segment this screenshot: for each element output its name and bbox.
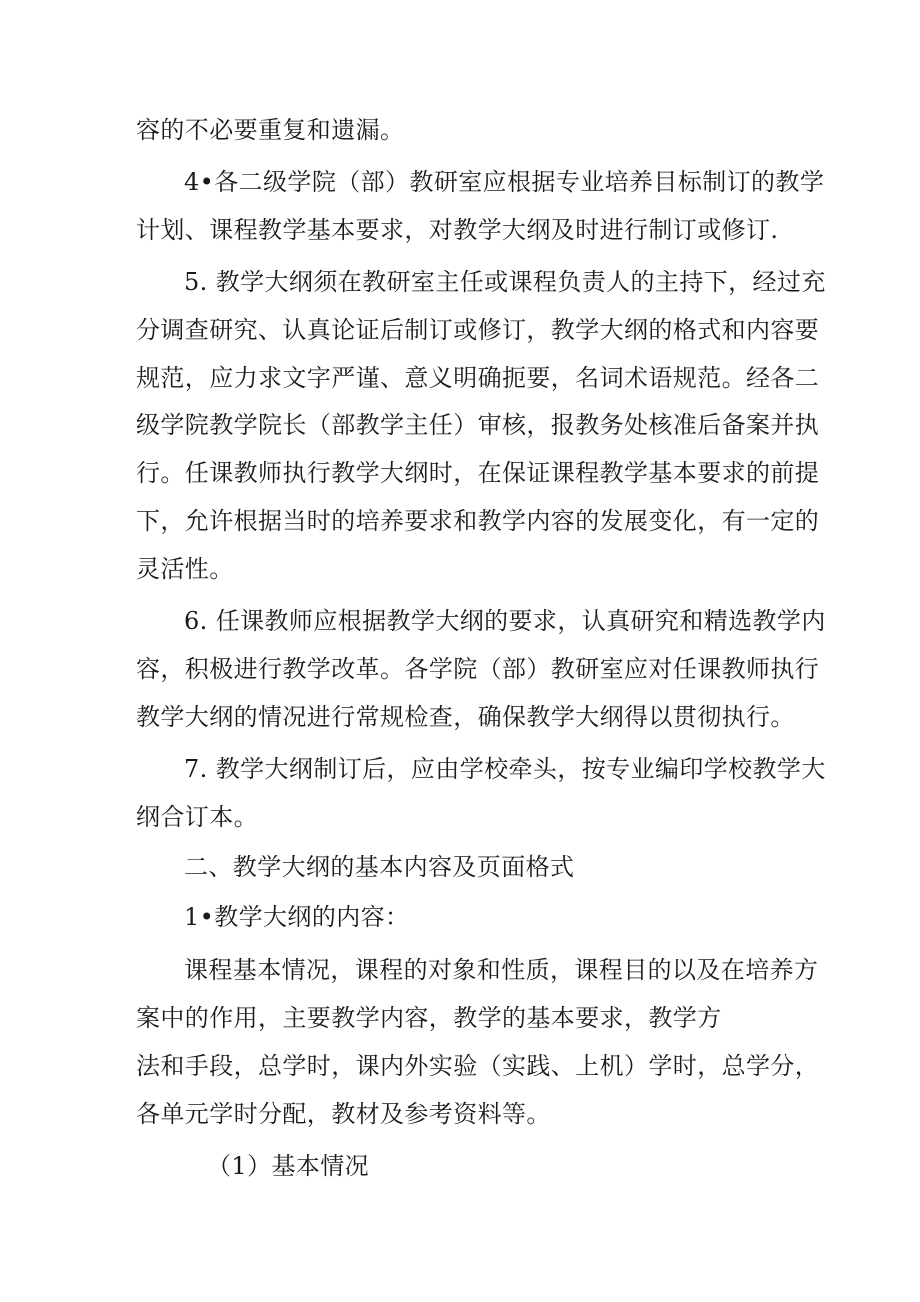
paragraph-line: 课程基本情况，课程的对象和性质，课程目的以及在培养方 — [184, 956, 819, 984]
paragraph-line: 教学大纲的情况进行常规检查，确保教学大纲得以贯彻执行。 — [136, 703, 795, 731]
paragraph-line: 纲合订本。 — [136, 803, 258, 831]
paragraph-line: 行。任课教师执行教学大纲时，在保证课程教学基本要求的前提 — [136, 459, 820, 487]
paragraph-line: 下，允许根据当时的培养要求和教学内容的发展变化，有一定的 — [136, 507, 820, 535]
paragraph-line: 各单元学时分配，教材及参考资料等。 — [136, 1100, 551, 1128]
paragraph-line: 级学院教学院长（部教学主任）审核，报教务处核准后备案并执 — [136, 411, 820, 439]
paragraph-line: 规范，应力求文字严谨、意义明确扼要，名词术语规范。经各二 — [136, 364, 820, 392]
paragraph-line: 5. 教学大纲须在教研室主任或课程负责人的主持下，经过充 — [184, 268, 826, 296]
paragraph-line: 容的不必要重复和遗漏。 — [136, 116, 405, 144]
paragraph-line: 法和手段，总学时，课内外实验（实践、上机）学时，总学分， — [136, 1052, 820, 1080]
subsection-heading: 1•教学大纲的内容： — [184, 903, 410, 931]
paragraph-line: 4•各二级学院（部）教研室应根据专业培养目标制订的教学 — [184, 168, 825, 196]
section-heading: 二、教学大纲的基本内容及页面格式 — [184, 853, 575, 881]
item-heading: （1）基本情况 — [207, 1152, 370, 1180]
paragraph-line: 灵活性。 — [136, 555, 234, 583]
paragraph-line: 分调查研究、认真论证后制订或修订，教学大纲的格式和内容要 — [136, 316, 820, 344]
paragraph-line: 计划、课程教学基本要求，对教学大纲及时进行制订或修订. — [136, 216, 779, 244]
paragraph-line: 7. 教学大纲制订后，应由学校牵头，按专业编印学校教学大 — [184, 755, 826, 783]
paragraph-line: 容，积极进行教学改革。各学院（部）教研室应对任课教师执行 — [136, 655, 820, 683]
paragraph-line: 案中的作用，主要教学内容，教学的基本要求，教学方 — [136, 1004, 722, 1032]
paragraph-line: 6. 任课教师应根据教学大纲的要求，认真研究和精选教学内 — [184, 607, 826, 635]
